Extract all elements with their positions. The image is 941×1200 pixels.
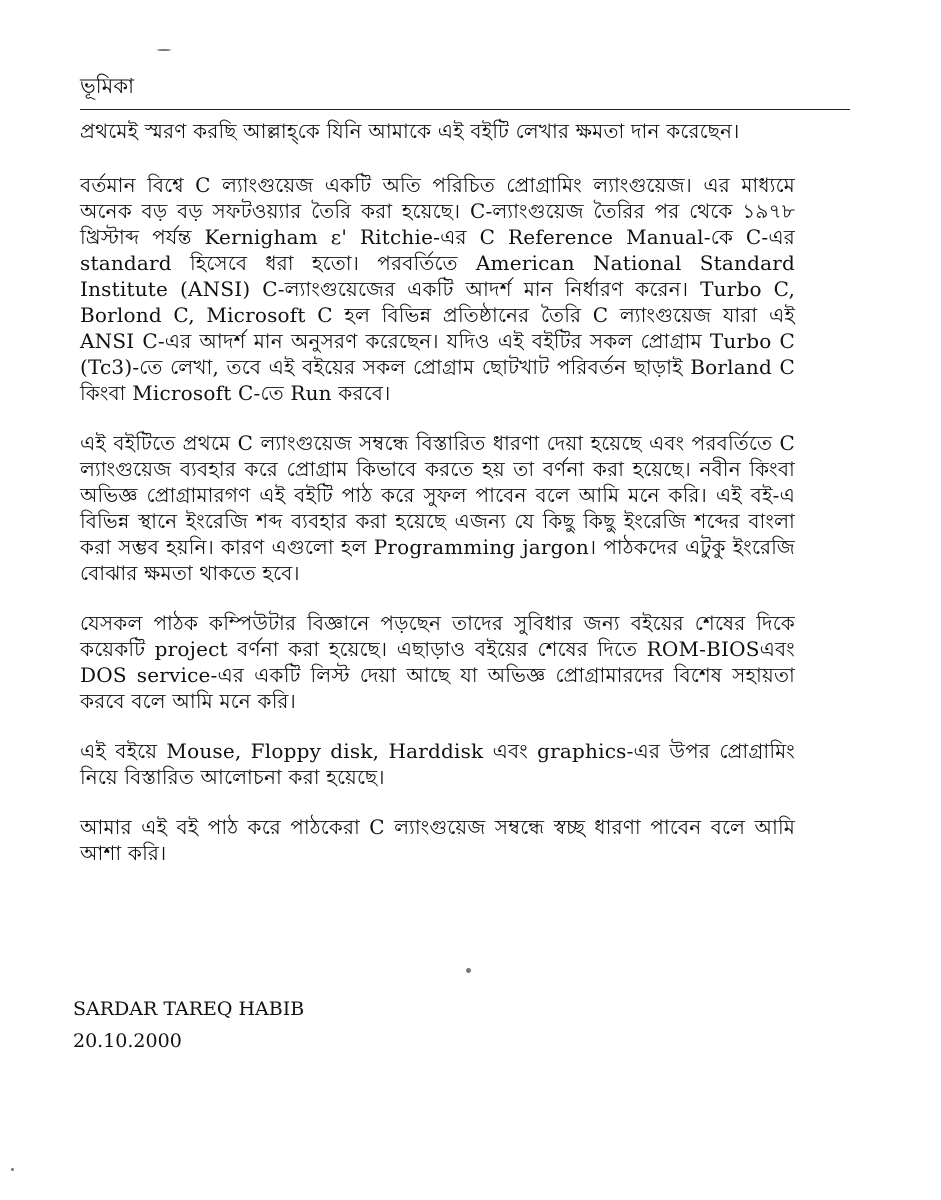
paragraph-2: বর্তমান বিশ্বে C ল্যাংগুয়েজ একটি অতি পরিচিত প্রোগ্রামিং ল্যাংগুয়েজ। এর মাধ্যমে অনেক বড় বড় সফটওয়্যার তৈরি করা হয়েছে। C-ল্যাংগুয়েজ তৈরির পর থেকে ১৯৭৮ খ্রিস্টাব্দ পর্যন্ত Kernigham ε' Ritchie-এর C Reference Manual-কে C-এর standard হিসেবে ধরা হতো। পরবর্তিতে American National Standard Institute (ANSI) C-ল্যাংগুয়েজের একটি আদর্শ মান নির্ধারণ করেন। Turbo C, Borlond C, Microsoft C হল বিভিন্ন প্রতিষ্ঠানের তৈরি C ল্যাংগুয়েজ যারা এই ANSI C-এর আদর্শ মান অনুসরণ করেছেন। যদিও এই বইটির সকল প্রোগ্রাম Turbo C (Tc3)-তে লেখা, তবে এই বইয়ের সকল প্রোগ্রাম ছোটখাট পরিবর্তন ছাড়াই Borland C কিংবা Microsoft C-তে Run করবে। <box>80 173 795 405</box>
author-name: SARDAR TAREQ HABIB <box>73 998 305 1020</box>
paragraph-3: এই বইটিতে প্রথমে C ল্যাংগুয়েজ সম্বন্ধে বিস্তারিত ধারণা দেয়া হয়েছে এবং পরবর্তিতে C ল্যাংগুয়েজ ব্যবহার করে প্রোগ্রাম কিভাবে করতে হয় তা বর্ণনা করা হয়েছে। নবীন কিংবা অভিজ্ঞ প্রোগ্রামারগণ এই বইটি পাঠ করে সুফল পাবেন বলে আমি মনে করি। এই বই-এ বিভিন্ন স্থানে ইংরেজি শব্দ ব্যবহার করা হয়েছে এজন্য যে কিছু কিছু ইংরেজি শব্দের বাংলা করা সম্ভব হয়নি। কারণ এগুলো হল Programming jargon। পাঠকদের এটুকু ইংরেজি বোঝার ক্ষমতা থাকতে হবে। <box>80 431 795 585</box>
paragraph-5: এই বইয়ে Mouse, Floppy disk, Harddisk এবং graphics-এর উপর প্রোগ্রামিং নিয়ে বিস্তারিত আলোচনা করা হয়েছে। <box>80 739 795 789</box>
section-title: ভূমিকা <box>80 74 135 98</box>
signature-block <box>73 993 304 1057</box>
preface-body <box>80 118 795 866</box>
paragraph-4: যেসকল পাঠক কম্পিউটার বিজ্ঞানে পড়ছেন তাদের সুবিধার জন্য বইয়ের শেষের দিকে কয়েকটি project বর্ণনা করা হয়েছে। এছাড়াও বইয়ের শেষের দিতে ROM-BIOSএবং DOS service-এর একটি লিস্ট দেয়া আছে যা অভিজ্ঞ প্রোগ্রামারদের বিশেষ সহায়তা করবে বলে আমি মনে করি। <box>80 611 795 713</box>
scan-speck <box>11 1168 14 1171</box>
paragraph-1: প্রথমেই স্মরণ করছি আল্লাহ্‌কে যিনি আমাকে এই বইটি লেখার ক্ষমতা দান করেছেন। <box>80 119 740 143</box>
scan-speck <box>466 968 471 973</box>
page-header <box>80 70 850 110</box>
scan-speck <box>157 49 171 51</box>
paragraph-6: আমার এই বই পাঠ করে পাঠকেরা C ল্যাংগুয়েজ সম্বন্ধে স্বচ্ছ ধারণা পাবেন বলে আমি আশা করি। <box>80 815 795 865</box>
signature-date: 20.10.2000 <box>73 1030 182 1052</box>
